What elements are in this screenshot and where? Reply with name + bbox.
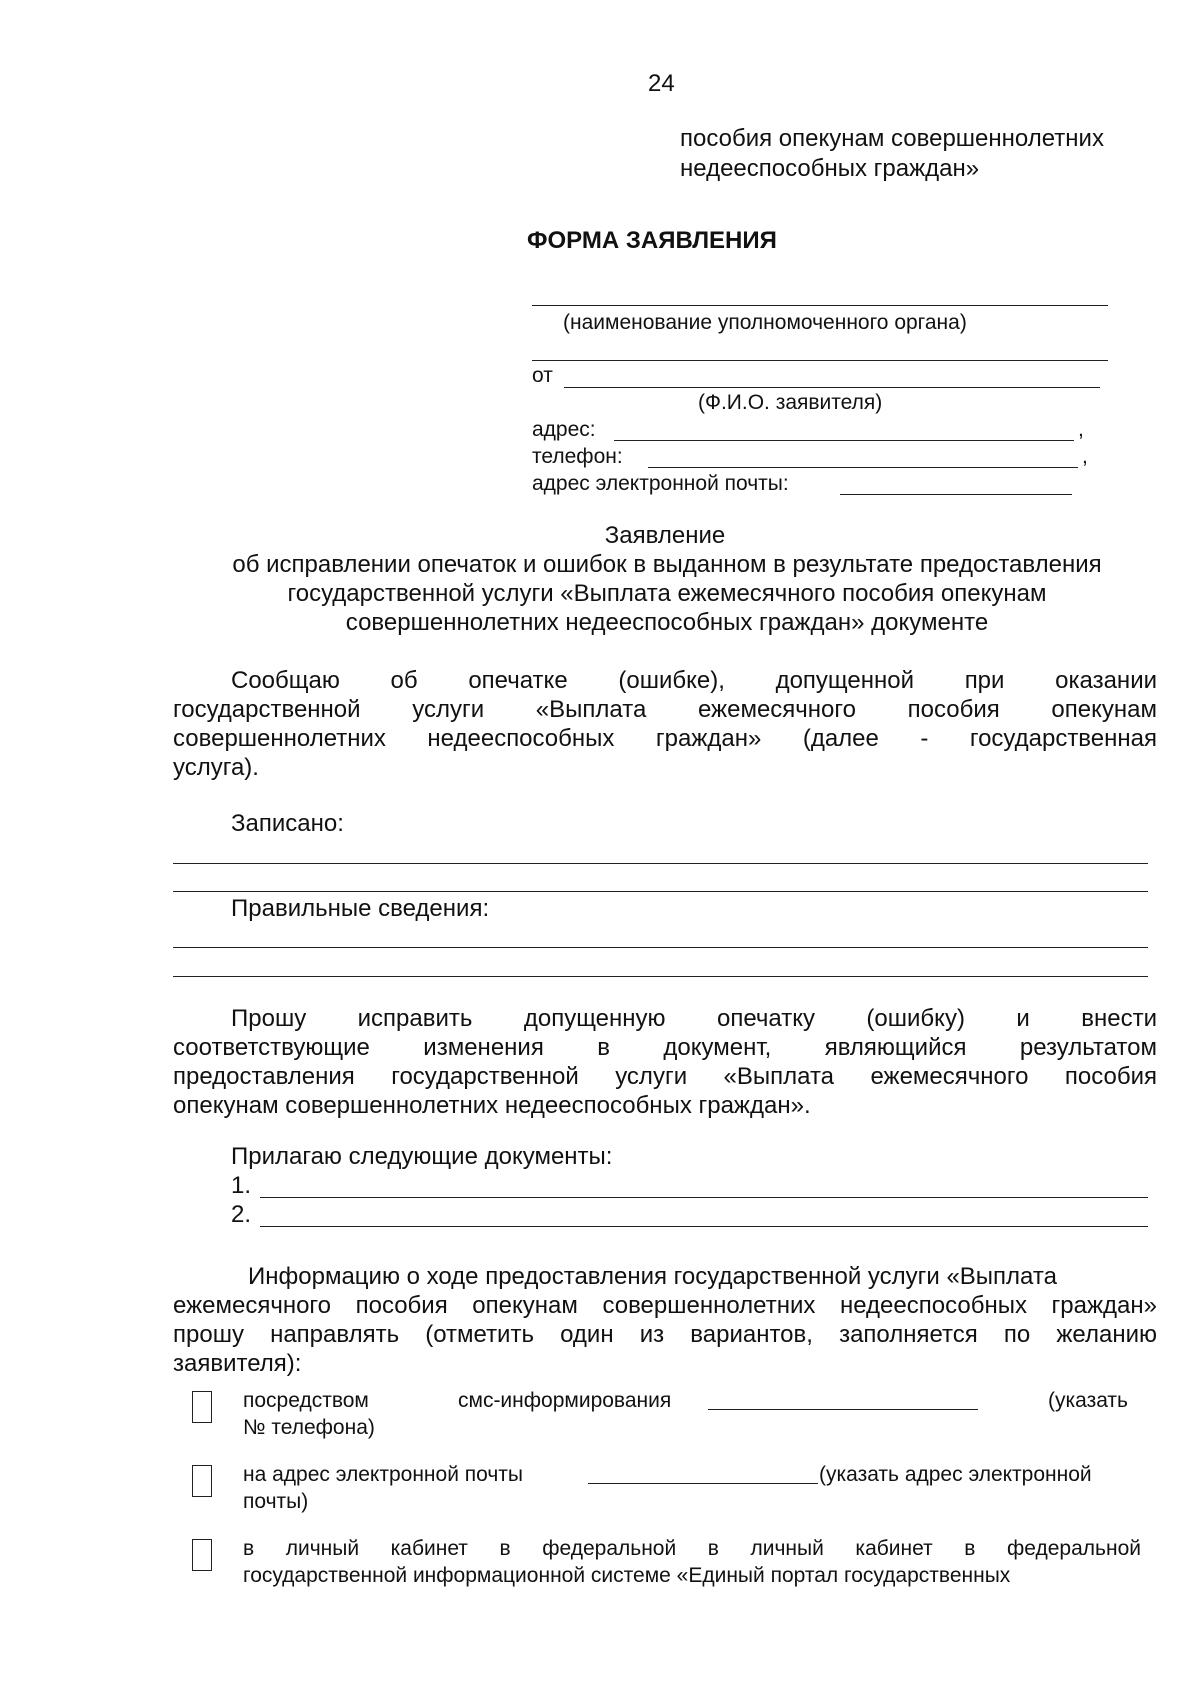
para1-line3: совершеннолетних недееспособных граждан» (далее - государственная <box>173 725 1157 752</box>
para2-line3: предоставления государственной услуги «Выплата ежемесячного пособия <box>173 1063 1157 1090</box>
option-email-line1a: на адрес электронной почты <box>243 1463 524 1486</box>
email-line[interactable] <box>840 494 1072 495</box>
header-note-line2: недееспособных граждан» <box>680 155 980 182</box>
correct-line-1[interactable] <box>173 947 1148 948</box>
statement-subtitle-line3: совершеннолетних недееспособных граждан» документе <box>345 609 989 636</box>
para3-line3: прошу направлять (отметить один из вариантов, заполняется по желанию <box>173 1321 1157 1348</box>
option-email-line1b: (указать адрес электронной <box>819 1463 1092 1486</box>
phone-comma: , <box>1082 445 1088 468</box>
address-comma: , <box>1078 418 1084 441</box>
correct-line-2[interactable] <box>173 976 1148 977</box>
option-sms-line2: № телефона) <box>243 1416 375 1439</box>
fio-caption: (Ф.И.О. заявителя) <box>698 391 883 414</box>
sms-checkbox[interactable] <box>192 1391 212 1423</box>
option-cabinet-line1: в личный кабинет в федеральной в личный кабинет в федеральной <box>243 1537 1141 1560</box>
option-sms-word1: посредством <box>243 1389 369 1412</box>
attachments-label: Прилагаю следующие документы: <box>231 1143 613 1170</box>
authority-caption: (наименование уполномоченного органа) <box>563 311 967 334</box>
option-cabinet-line2: государственной информационной системе «Единый портал государственных <box>243 1564 1011 1587</box>
written-line-1[interactable] <box>173 863 1148 864</box>
para1-line2: государственной услуги «Выплата ежемесячного пособия опекунам <box>173 696 1157 723</box>
option-email-line[interactable] <box>588 1483 818 1484</box>
statement-subtitle-line2: государственной услуги «Выплата ежемесячного пособия опекунам <box>287 580 1047 607</box>
cabinet-checkbox[interactable] <box>192 1539 212 1571</box>
form-title: ФОРМА ЗАЯВЛЕНИЯ <box>527 227 777 254</box>
from-line[interactable] <box>564 387 1100 388</box>
para3-line1: Информацию о ходе предоставления государственной услуги «Выплата <box>248 1263 1057 1290</box>
para2-line2: соответствующие изменения в документ, являющийся результатом <box>173 1034 1157 1061</box>
authority-line-2[interactable] <box>532 360 1108 361</box>
attachment-item1-number: 1. <box>231 1172 252 1199</box>
written-label: Записано: <box>231 810 344 837</box>
phone-line[interactable] <box>648 467 1078 468</box>
option-sms-word3: (указать <box>1048 1389 1128 1412</box>
para1-line1: Сообщаю об опечатке (ошибке), допущенной при оказании <box>231 667 1157 694</box>
address-line[interactable] <box>614 440 1074 441</box>
email-checkbox[interactable] <box>192 1465 212 1497</box>
statement-subtitle-line1: об исправлении опечаток и ошибок в выданном в результате предоставления <box>232 551 1102 578</box>
header-note-line1: пособия опекунам совершеннолетних <box>680 125 1104 152</box>
correct-label: Правильные сведения: <box>231 895 490 922</box>
authority-line[interactable] <box>532 305 1108 306</box>
para1-line4: услуга). <box>173 754 259 781</box>
attachment-item1-line[interactable] <box>260 1197 1148 1198</box>
statement-title: Заявление <box>604 522 726 549</box>
sms-phone-line[interactable] <box>708 1409 978 1410</box>
attachment-item2-line[interactable] <box>260 1226 1148 1227</box>
para2-line4: опекунам совершеннолетних недееспособных граждан». <box>173 1092 811 1119</box>
phone-label: телефон: <box>532 445 623 468</box>
page-number: 24 <box>648 70 675 97</box>
attachment-item2-number: 2. <box>231 1201 252 1228</box>
para2-line1: Прошу исправить допущенную опечатку (ошибку) и внести <box>231 1005 1157 1032</box>
option-email-line2: почты) <box>243 1490 309 1513</box>
from-label: от <box>532 364 553 387</box>
written-line-2[interactable] <box>173 891 1148 892</box>
para3-line4: заявителя): <box>173 1350 302 1377</box>
email-label: адрес электронной почты: <box>532 472 789 495</box>
option-sms-word2: смс-информирования <box>458 1389 672 1412</box>
address-label: адрес: <box>532 418 596 441</box>
para3-line2: ежемесячного пособия опекунам совершеннолетних недееспособных граждан» <box>173 1292 1157 1319</box>
